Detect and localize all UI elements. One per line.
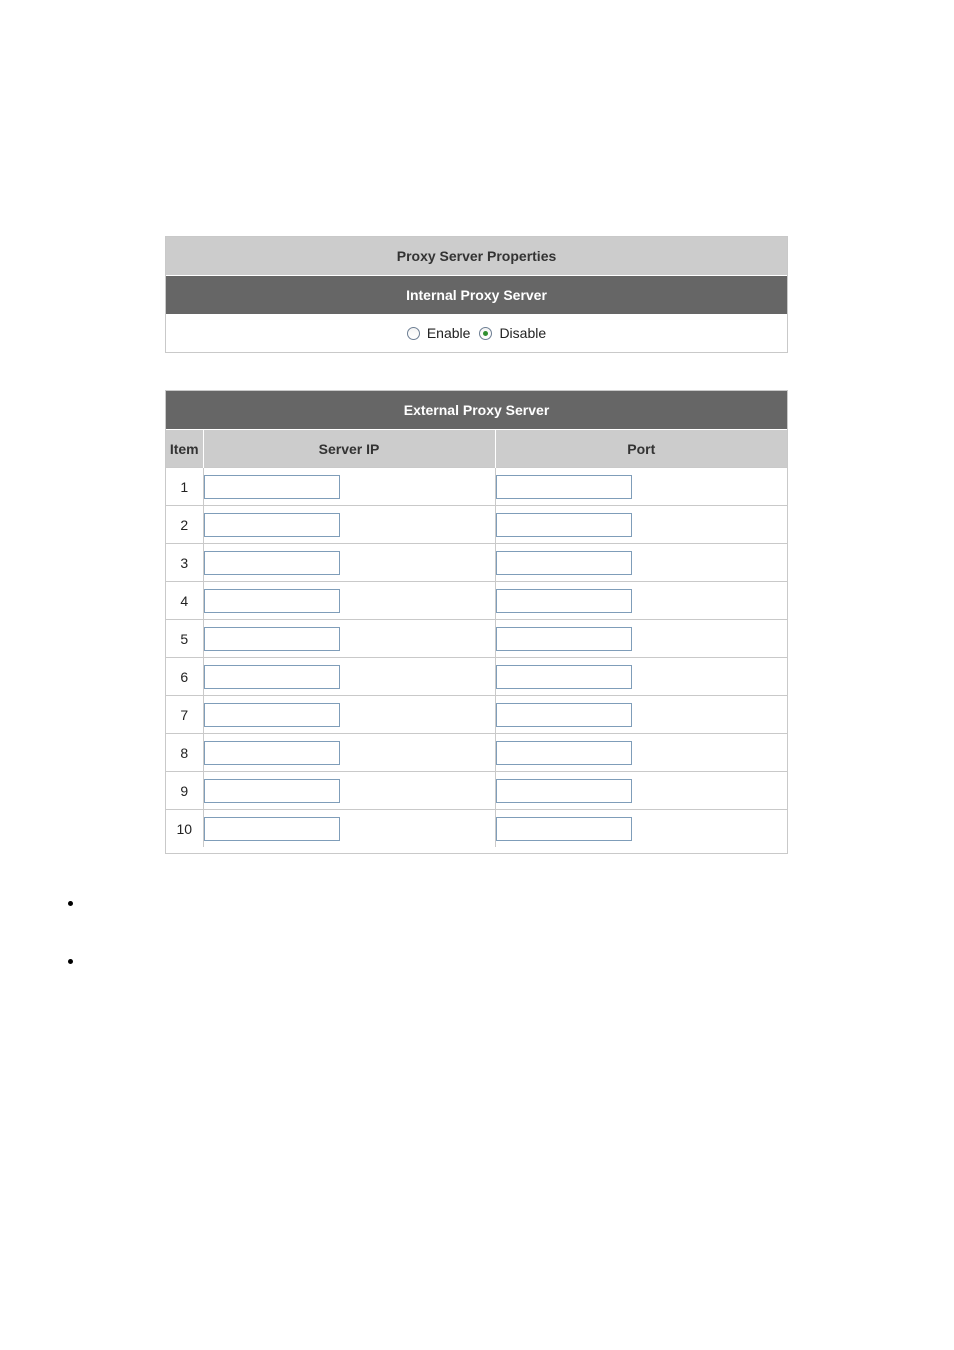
bullet-dot	[68, 959, 73, 964]
item-number: 9	[166, 772, 203, 810]
proxy-server-properties-title: Proxy Server Properties	[166, 237, 787, 276]
external-proxy-rows	[166, 468, 787, 848]
port-cell	[495, 582, 787, 620]
port-cell	[495, 734, 787, 772]
disable-option[interactable]	[479, 325, 546, 341]
server-ip-input[interactable]	[204, 551, 340, 575]
item-number: 8	[166, 734, 203, 772]
item-number: 5	[166, 620, 203, 658]
item-column-header: Item	[166, 430, 203, 468]
server-ip-cell	[203, 810, 495, 848]
proxy-server-properties-panel	[165, 236, 788, 353]
port-cell	[495, 506, 787, 544]
server-ip-column-header: Server IP	[203, 430, 495, 468]
bullet-dot	[68, 901, 73, 906]
server-ip-cell	[203, 506, 495, 544]
port-input[interactable]	[496, 589, 632, 613]
server-ip-input[interactable]	[204, 665, 340, 689]
server-ip-cell	[203, 620, 495, 658]
table-row	[166, 734, 787, 772]
server-ip-input[interactable]	[204, 779, 340, 803]
table-row	[166, 696, 787, 734]
item-number: 6	[166, 658, 203, 696]
internal-proxy-server-title: Internal Proxy Server	[166, 276, 787, 314]
server-ip-input[interactable]	[204, 741, 340, 765]
item-number: 10	[166, 810, 203, 848]
item-number: 4	[166, 582, 203, 620]
server-ip-input[interactable]	[204, 475, 340, 499]
server-ip-cell	[203, 582, 495, 620]
external-proxy-server-title: External Proxy Server	[166, 391, 787, 430]
port-input[interactable]	[496, 475, 632, 499]
table-row	[166, 620, 787, 658]
external-proxy-server-panel	[165, 390, 788, 854]
port-cell	[495, 658, 787, 696]
server-ip-cell	[203, 696, 495, 734]
table-row	[166, 658, 787, 696]
port-input[interactable]	[496, 513, 632, 537]
enable-label: Enable	[426, 325, 471, 341]
internal-proxy-radio-group	[166, 314, 787, 352]
external-proxy-table	[166, 391, 787, 847]
disable-radio[interactable]	[479, 327, 492, 340]
port-input[interactable]	[496, 703, 632, 727]
item-number: 1	[166, 468, 203, 506]
port-input[interactable]	[496, 779, 632, 803]
server-ip-input[interactable]	[204, 513, 340, 537]
server-ip-cell	[203, 734, 495, 772]
port-column-header: Port	[495, 430, 787, 468]
server-ip-cell	[203, 658, 495, 696]
table-row	[166, 810, 787, 848]
table-row	[166, 582, 787, 620]
table-row	[166, 544, 787, 582]
table-row	[166, 506, 787, 544]
server-ip-input[interactable]	[204, 703, 340, 727]
server-ip-cell	[203, 544, 495, 582]
server-ip-input[interactable]	[204, 817, 340, 841]
item-number: 7	[166, 696, 203, 734]
port-input[interactable]	[496, 551, 632, 575]
port-cell	[495, 468, 787, 506]
port-cell	[495, 810, 787, 848]
server-ip-input[interactable]	[204, 627, 340, 651]
disable-label: Disable	[499, 325, 547, 341]
table-row	[166, 772, 787, 810]
port-input[interactable]	[496, 665, 632, 689]
table-row	[166, 468, 787, 506]
port-input[interactable]	[496, 627, 632, 651]
item-number: 3	[166, 544, 203, 582]
server-ip-cell	[203, 772, 495, 810]
port-cell	[495, 544, 787, 582]
port-cell	[495, 772, 787, 810]
enable-radio[interactable]	[407, 327, 420, 340]
enable-option[interactable]	[407, 325, 471, 341]
server-ip-input[interactable]	[204, 589, 340, 613]
port-cell	[495, 620, 787, 658]
port-input[interactable]	[496, 741, 632, 765]
port-cell	[495, 696, 787, 734]
port-input[interactable]	[496, 817, 632, 841]
item-number: 2	[166, 506, 203, 544]
server-ip-cell	[203, 468, 495, 506]
